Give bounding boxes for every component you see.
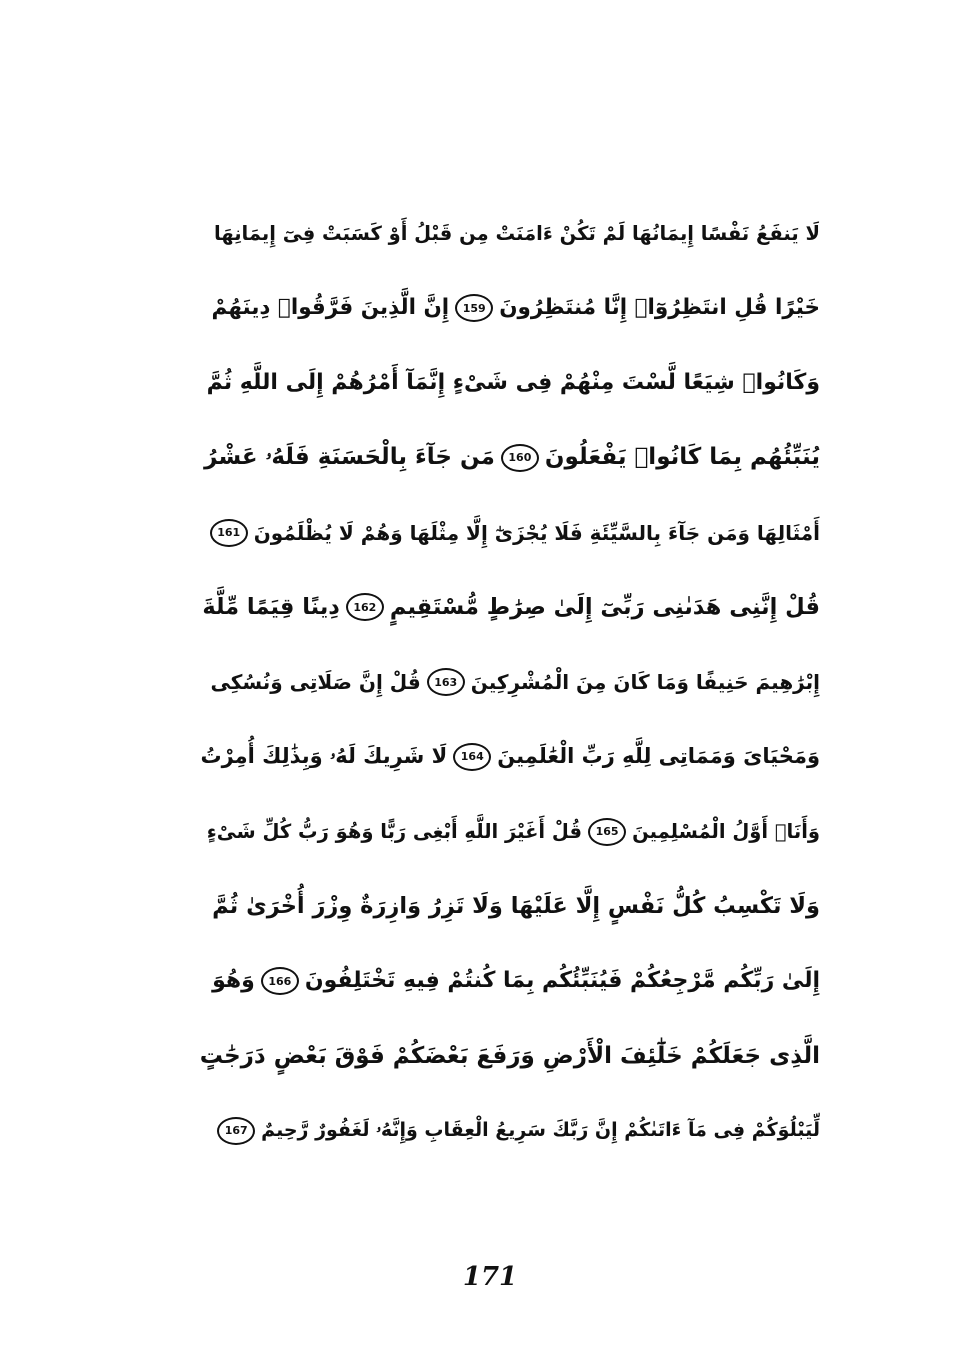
text-line xyxy=(200,495,820,570)
verse-text: يُنَبِّئُهُم بِمَا كَانُوا۟ يَفْعَلُونَ xyxy=(544,444,820,471)
verse-text: وَلَا تَكْسِبُ كُلُّ نَفْسٍ إِلَّا عَلَيْهَا وَلَا تَزِرُ وَازِرَةٌ وِزْرَ أُخْرَىٰ ثُمَّ xyxy=(212,893,820,920)
ayah-number-marker: 165 xyxy=(588,818,626,846)
page-number: 171 xyxy=(462,1262,518,1292)
ayah-number-marker: 167 xyxy=(217,1117,255,1145)
text-line xyxy=(200,196,820,271)
ayah-number-marker: 161 xyxy=(210,519,248,547)
verse-text: أَمْثَالِهَا وَمَن جَآءَ بِالسَّيِّئَةِ فَلَا يُجْزَىٰٓ إِلَّا مِثْلَهَا وَهُمْ لَا يُظْلَمُونَ xyxy=(253,520,820,545)
verse-text: قُلْ أَغَيْرَ اللَّهِ أَبْغِى رَبًّا وَهُوَ رَبُّ كُلِّ شَىْءٍ xyxy=(206,820,583,844)
verse-text: الَّذِى جَعَلَكُمْ خَلَٰٓئِفَ الْأَرْضِ وَرَفَعَ بَعْضَكُمْ فَوْقَ بَعْضٍ دَرَجَٰتٍ xyxy=(200,1042,820,1069)
text-line xyxy=(200,794,820,869)
text-line xyxy=(200,1094,820,1169)
verse-text: لَا شَرِيكَ لَهُۥ وَبِذَٰلِكَ أُمِرْتُ xyxy=(200,744,448,769)
verse-text: وَأَنَا۠ أَوَّلُ الْمُسْلِمِينَ xyxy=(632,820,820,844)
ayah-number-marker: 166 xyxy=(261,967,299,995)
text-line xyxy=(200,570,820,645)
text-line xyxy=(200,720,820,795)
text-line xyxy=(200,1019,820,1094)
verse-text: قُلْ إِنَّ صَلَاتِى وَنُسُكِى xyxy=(210,670,421,695)
verse-text: خَيْرًا قُلِ انتَظِرُوٓا۟ إِنَّا مُنتَظِرُونَ xyxy=(499,295,820,321)
ayah-number-marker: 164 xyxy=(453,743,491,771)
verse-text: إِبْرَٰهِيمَ حَنِيفًا وَمَا كَانَ مِنَ الْمُشْرِكِينَ xyxy=(470,670,820,695)
quran-text-block xyxy=(200,196,820,1168)
text-line xyxy=(200,420,820,495)
ayah-number-marker: 163 xyxy=(427,668,465,696)
verse-text: مَن جَآءَ بِالْحَسَنَةِ فَلَهُۥ عَشْرُ xyxy=(204,444,495,471)
verse-text: وَمَحْيَاىَ وَمَمَاتِى لِلَّهِ رَبِّ الْعَٰلَمِينَ xyxy=(497,744,820,769)
verse-text: إِنَّ الَّذِينَ فَرَّقُوا۟ دِينَهُمْ xyxy=(211,295,450,321)
ayah-number-marker: 162 xyxy=(346,593,384,621)
verse-text: دِينًا قِيَمًا مِّلَّةَ xyxy=(202,594,340,621)
text-line xyxy=(200,869,820,944)
text-line xyxy=(200,346,820,421)
verse-text: وَكَانُوا۟ شِيَعًا لَّسْتَ مِنْهُمْ فِى شَىْءٍ إِنَّمَآ أَمْرُهُمْ إِلَى اللَّهِ ثُمَّ xyxy=(206,369,820,395)
verse-text: إِلَىٰ رَبِّكُم مَّرْجِعُكُمْ فَيُنَبِّئُكُم بِمَا كُنتُمْ فِيهِ تَخْتَلِفُونَ xyxy=(304,968,820,994)
ayah-number-marker: 159 xyxy=(455,294,493,322)
verse-text: لِّيَبْلُوَكُمْ فِى مَآ ءَاتَىٰكُمْ إِنَّ رَبَّكَ سَرِيعُ الْعِقَابِ وَإِنَّهُۥ لَغَفُورٌ رَّحِيمٌ xyxy=(261,1119,820,1142)
verse-text: قُلْ إِنَّنِى هَدَىٰنِى رَبِّىٓ إِلَىٰ صِرَٰطٍ مُّسْتَقِيمٍ xyxy=(389,594,820,621)
ayah-number-marker: 160 xyxy=(501,444,539,472)
text-line xyxy=(200,645,820,720)
verse-text: وَهُوَ xyxy=(212,968,255,994)
text-line xyxy=(200,944,820,1019)
text-line xyxy=(200,271,820,346)
verse-text: لَا يَنفَعُ نَفْسًا إِيمَانُهَا لَمْ تَكُنْ ءَامَنَتْ مِن قَبْلُ أَوْ كَسَبَتْ فِىٓ إِيمَانِهَا xyxy=(214,221,820,245)
